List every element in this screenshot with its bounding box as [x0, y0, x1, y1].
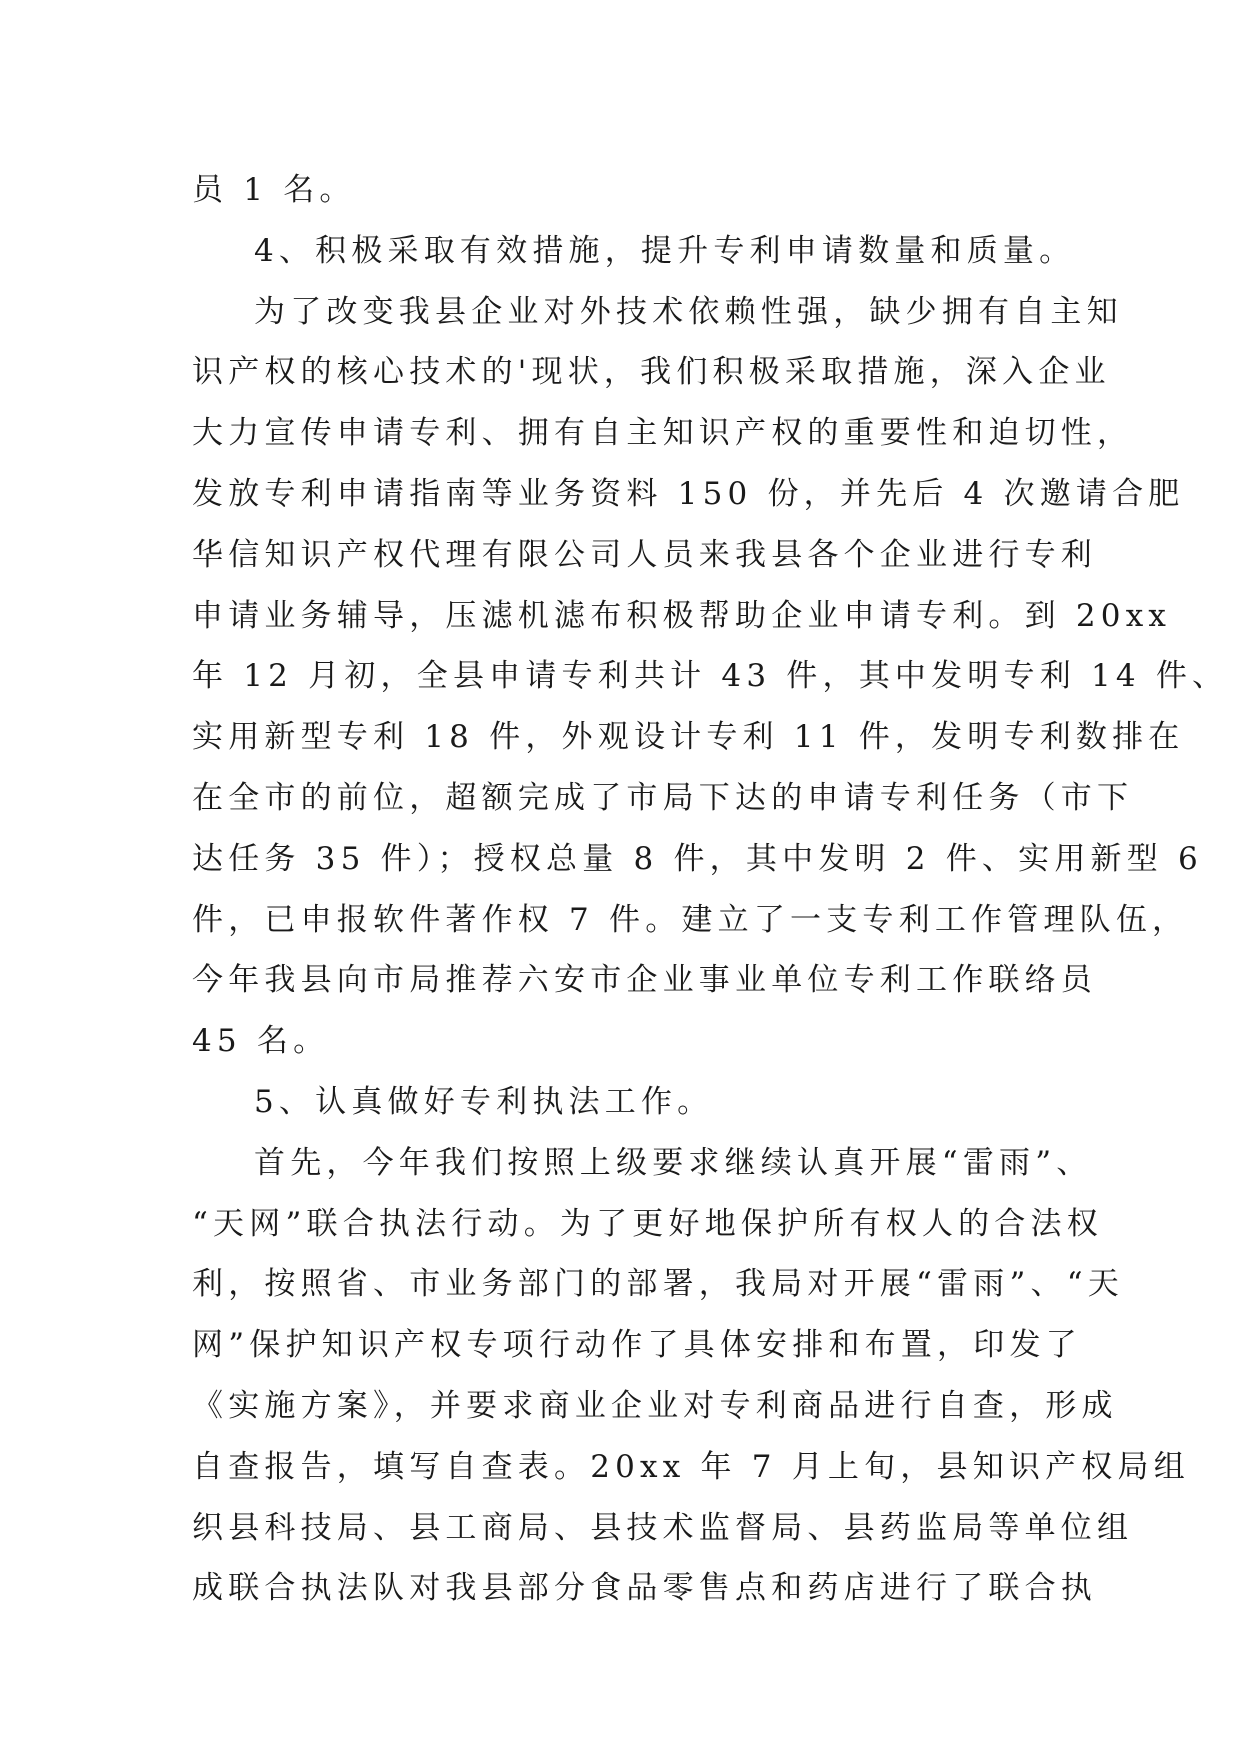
text-line: 自查报告，填写自查表。20xx 年 7 月上旬，县知识产权局组	[192, 1448, 1190, 1485]
text-line: 在全市的前位，超额完成了市局下达的申请专利任务（市下	[192, 779, 1134, 816]
text-line: 首先，今年我们按照上级要求继续认真开展“雷雨”、	[254, 1144, 1093, 1181]
text-line: 大力宣传申请专利、拥有自主知识产权的重要性和迫切性，	[192, 415, 1134, 452]
text-line: 为了改变我县企业对外技术依赖性强，缺少拥有自主知	[254, 293, 1123, 330]
text-line: 网”保护知识产权专项行动作了具体安排和布置，印发了	[192, 1327, 1082, 1364]
text-line: 成联合执法队对我县部分食品零售点和药店进行了联合执	[192, 1570, 1097, 1607]
section-heading: 5、认真做好专利执法工作。	[254, 1083, 714, 1120]
text-line: 达任务 35 件）；授权总量 8 件，其中发明 2 件、实用新型 6	[192, 840, 1203, 877]
document-body	[192, 160, 1229, 1619]
text-line: 年 12 月初，全县申请专利共计 43 件，其中发明专利 14 件、	[192, 658, 1229, 695]
text-line: 利，按照省、市业务部门的部署，我局对开展“雷雨”、“天	[192, 1266, 1124, 1303]
text-line: 员 1 名。	[192, 172, 356, 208]
text-line: “天网”联合执法行动。为了更好地保护所有权人的合法权	[192, 1205, 1103, 1242]
text-line: 今年我县向市局推荐六安市企业事业单位专利工作联络员	[192, 962, 1097, 999]
text-line: 华信知识产权代理有限公司人员来我县各个企业进行专利	[192, 536, 1097, 573]
text-line: 《实施方案》，并要求商业企业对专利商品进行自查，形成	[192, 1387, 1118, 1424]
section-heading: 4、积极采取有效措施，提升专利申请数量和质量。	[254, 232, 1076, 269]
text-line: 申请业务辅导，压滤机滤布积极帮助企业申请专利。到 20xx	[192, 597, 1172, 634]
text-line: 织县科技局、县工商局、县技术监督局、县药监局等单位组	[192, 1509, 1134, 1546]
text-line: 实用新型专利 18 件，外观设计专利 11 件，发明专利数排在	[192, 719, 1185, 756]
text-line: 发放专利申请指南等业务资料 150 份，并先后 4 次邀请合肥	[192, 475, 1185, 512]
text-line: 识产权的核心技术的'现状，我们积极采取措施，深入企业	[192, 354, 1111, 391]
text-line: 件，已申报软件著作权 7 件。建立了一支专利工作管理队伍，	[192, 901, 1189, 938]
text-line: 45 名。	[192, 1023, 330, 1060]
